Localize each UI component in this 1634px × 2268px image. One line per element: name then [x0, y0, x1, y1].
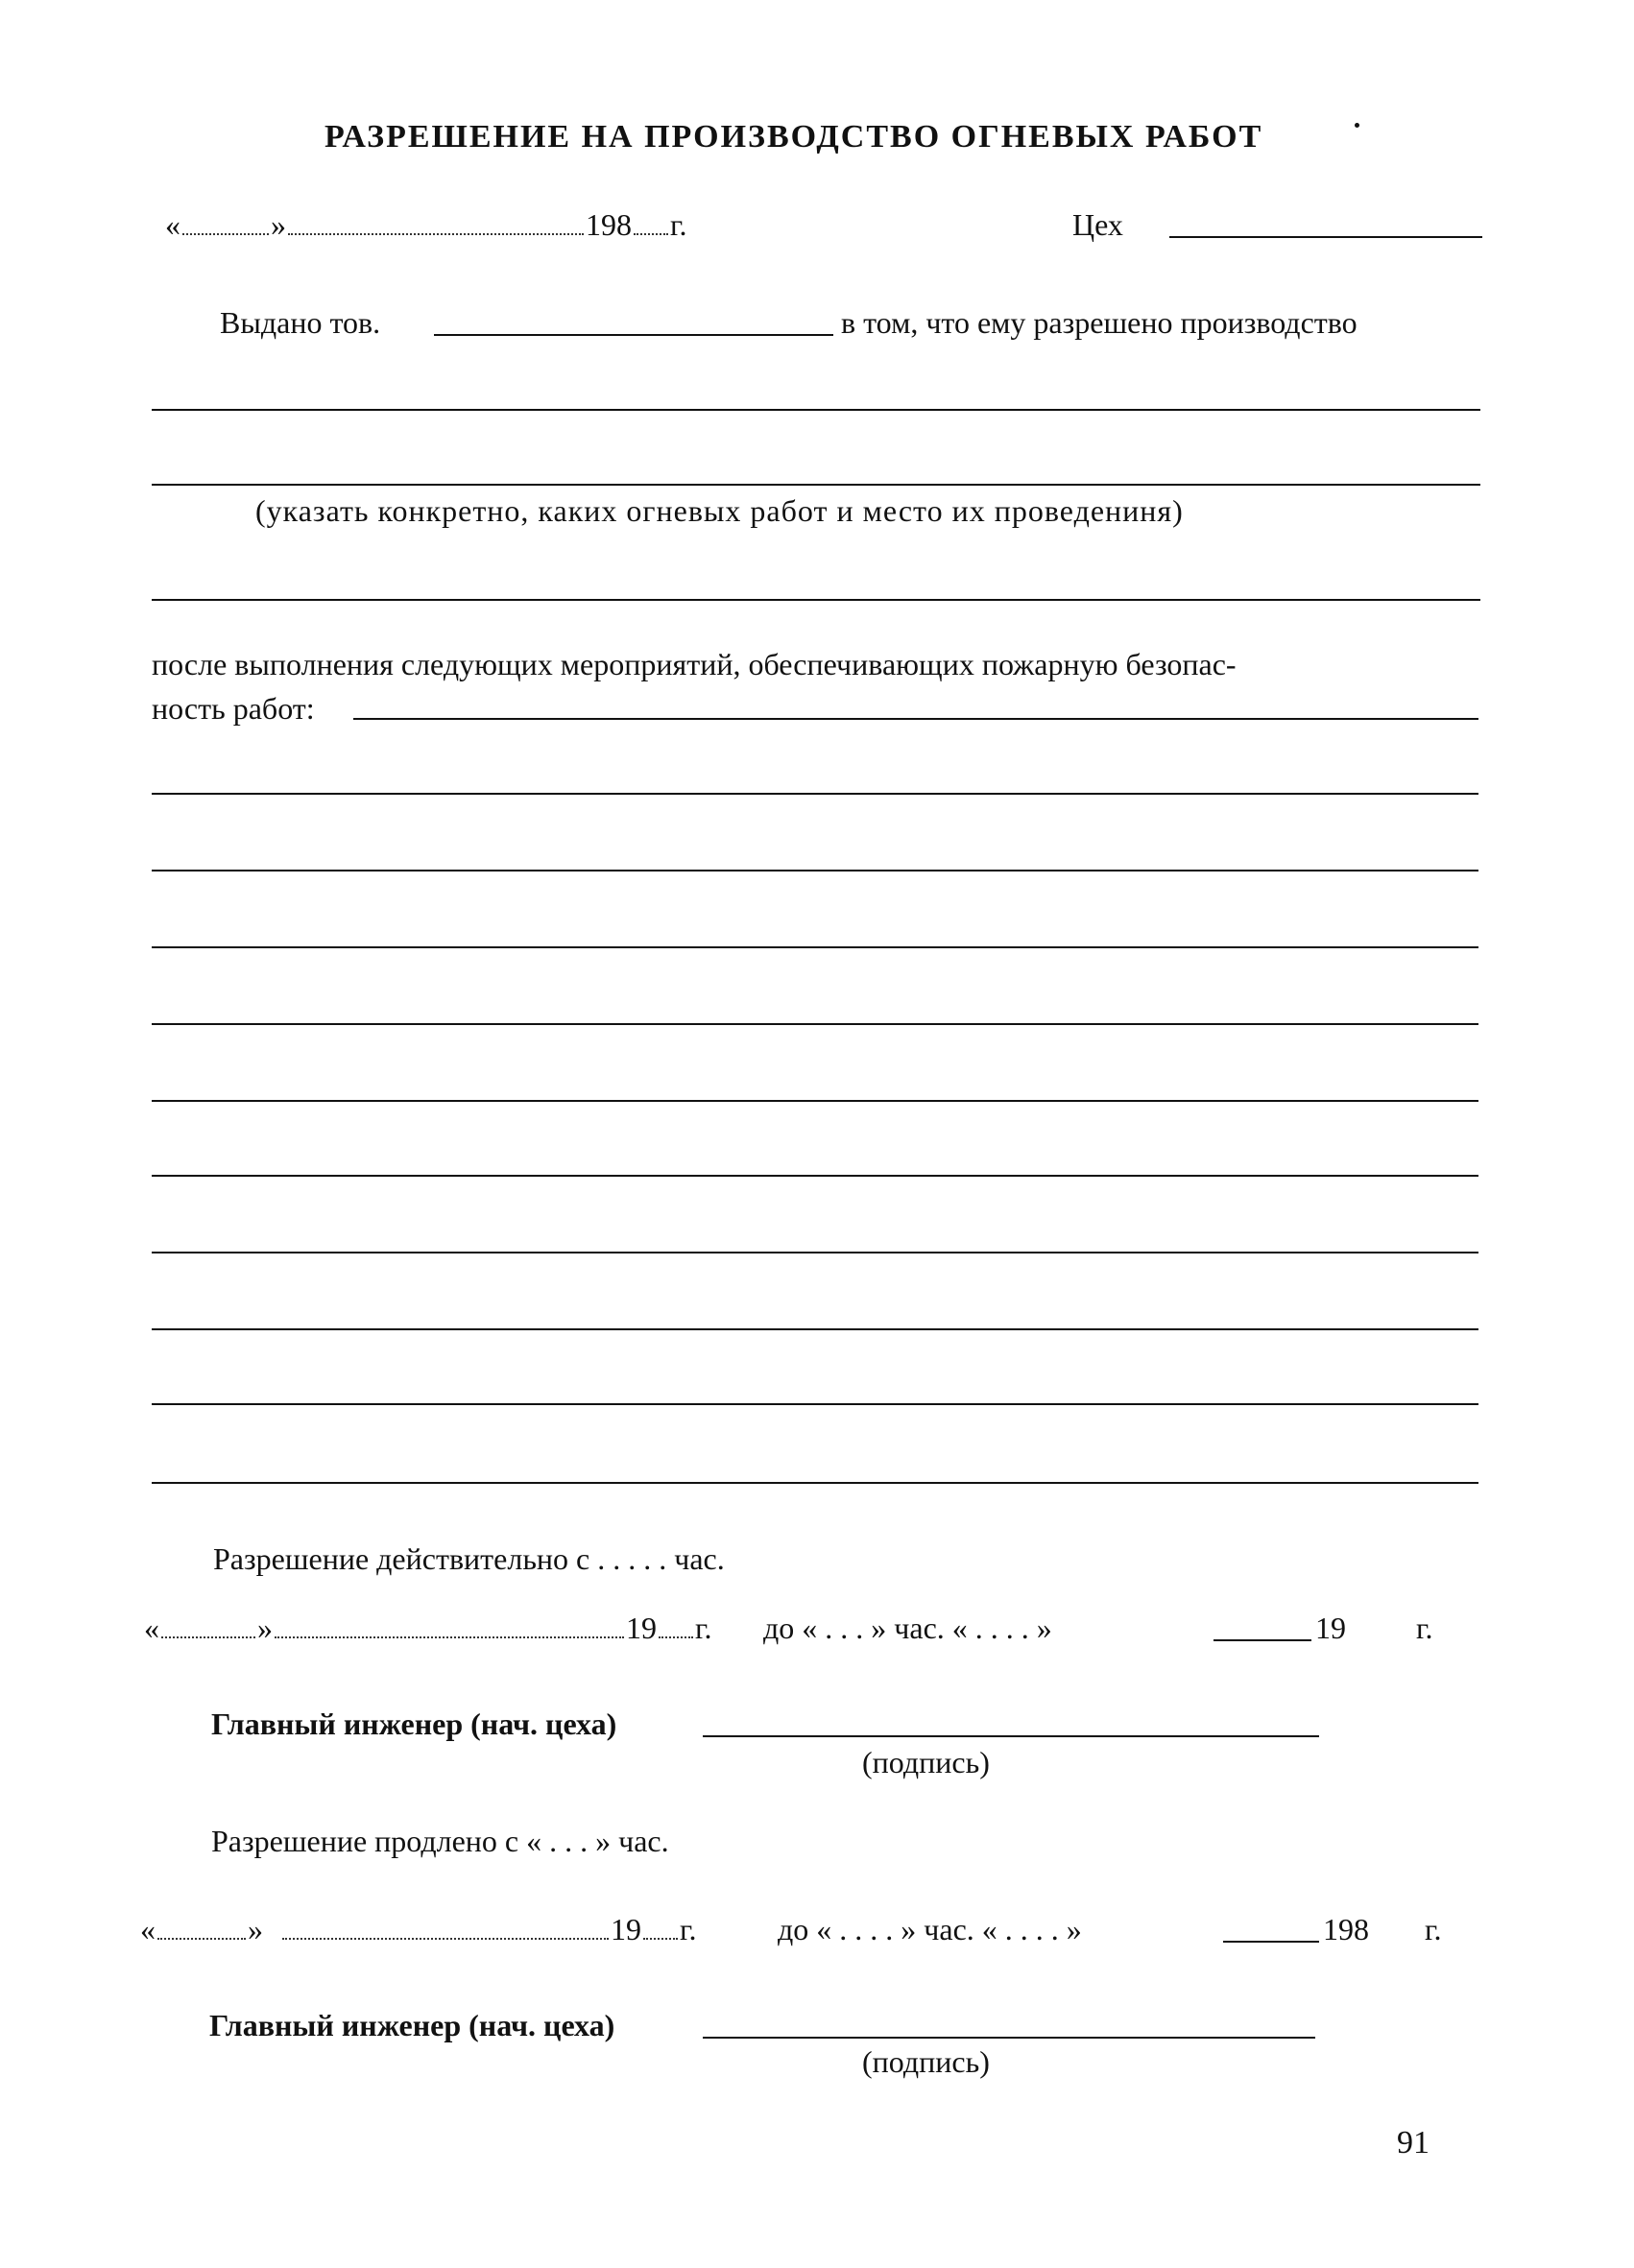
- issued-tail: в том, что ему разрешено производство: [841, 305, 1358, 340]
- measures-line-2[interactable]: [152, 870, 1478, 871]
- validity-year-field[interactable]: [659, 1629, 693, 1638]
- validity-month2-field[interactable]: [1213, 1639, 1311, 1641]
- form-title: РАЗРЕШЕНИЕ НА ПРОИЗВОДСТВО ОГНЕВЫХ РАБОТ: [324, 119, 1263, 155]
- print-speck: [1355, 123, 1359, 128]
- extension-year-suffix: г.: [680, 1912, 697, 1946]
- measures-line-4[interactable]: [152, 1023, 1478, 1025]
- validity-year: 19: [626, 1611, 657, 1645]
- work-hint: (указать конкретно, каких огневых работ и место их проведениня): [255, 493, 1184, 528]
- validity-year2: 19: [1315, 1611, 1346, 1645]
- shop-field[interactable]: [1169, 236, 1482, 238]
- extension-month-field[interactable]: [282, 1930, 609, 1940]
- validity-date-row: [144, 1609, 712, 1647]
- extension-open-quote: «: [140, 1912, 156, 1946]
- measures-line-6[interactable]: [152, 1175, 1478, 1177]
- extension-day-field[interactable]: [157, 1930, 246, 1940]
- extension-close-quote: »: [248, 1912, 263, 1946]
- validity-year-suffix: г.: [695, 1611, 712, 1645]
- measures-line-10[interactable]: [152, 1482, 1478, 1484]
- day-field[interactable]: [182, 226, 269, 235]
- shop-label: Цех: [1072, 207, 1123, 242]
- measures-text-line1: после выполнения следующих мероприятий, обеспечивающих пожарную безопас-: [152, 647, 1237, 681]
- signature2-hint: (подпись): [862, 2044, 990, 2079]
- validity-month-field[interactable]: [275, 1629, 624, 1638]
- measures-line-9[interactable]: [152, 1403, 1478, 1405]
- date-year: 198: [586, 207, 632, 242]
- measures-line-5[interactable]: [152, 1100, 1478, 1102]
- signature1-field[interactable]: [703, 1735, 1319, 1737]
- work-line-1[interactable]: [152, 409, 1480, 411]
- validity-close-quote: »: [257, 1611, 273, 1645]
- measures-text-line2: ность работ:: [152, 691, 315, 726]
- measures-line-8[interactable]: [152, 1328, 1478, 1330]
- issued-label: Выдано тов.: [220, 305, 381, 340]
- extension-year-field[interactable]: [643, 1930, 678, 1940]
- month-field[interactable]: [288, 226, 584, 235]
- signature2-field[interactable]: [703, 2037, 1315, 2039]
- date-close-quote: »: [271, 207, 286, 242]
- work-line-2[interactable]: [152, 484, 1480, 486]
- work-line-3[interactable]: [152, 599, 1480, 601]
- date-year-suffix: г.: [670, 207, 687, 242]
- extension-year2-suffix: г.: [1425, 1912, 1442, 1946]
- signature1-hint: (подпись): [862, 1745, 990, 1779]
- extension-label: Разрешение продлено с « . . . » час.: [211, 1824, 669, 1858]
- date-open-quote: «: [165, 207, 180, 242]
- measures-line-3[interactable]: [152, 946, 1478, 948]
- validity-label: Разрешение действительно с . . . . . час.: [213, 1541, 725, 1576]
- extension-year2: 198: [1323, 1912, 1369, 1946]
- validity-open-quote: «: [144, 1611, 159, 1645]
- extension-date-row: [140, 1910, 697, 1948]
- extension-until: до « . . . . » час. « . . . . »: [778, 1912, 1082, 1946]
- validity-day-field[interactable]: [161, 1629, 255, 1638]
- measures-line-1[interactable]: [152, 793, 1478, 795]
- signature1-label: Главный инженер (нач. цеха): [211, 1707, 617, 1741]
- issued-name-field[interactable]: [434, 334, 833, 336]
- validity-until: до « . . . » час. « . . . . »: [763, 1611, 1052, 1645]
- extension-month2-field[interactable]: [1223, 1941, 1319, 1943]
- date-row: [165, 205, 687, 244]
- extension-year: 19: [611, 1912, 641, 1946]
- validity-year2-suffix: г.: [1416, 1611, 1433, 1645]
- signature2-label: Главный инженер (нач. цеха): [209, 2008, 615, 2042]
- year-field[interactable]: [634, 226, 668, 235]
- page-number: 91: [1397, 2125, 1430, 2161]
- measures-line-7[interactable]: [152, 1252, 1478, 1253]
- measures-line-0[interactable]: [353, 718, 1478, 720]
